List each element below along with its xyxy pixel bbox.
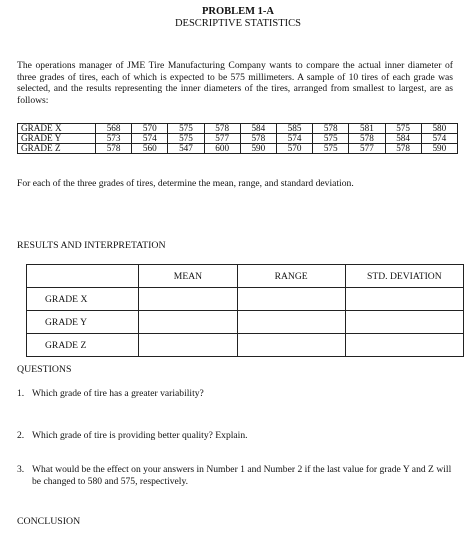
intro-paragraph: The operations manager of JME Tire Manufacturing Company wants to compare the actual inner diameter of three grades of tires, each of which is expected to be 575 millimeters. A sample of 10 tires of each grade was selected, and the results representing the inner diameters of the tires, arranged from smallest to largest, are as follows: [17,60,453,106]
grade-value-cell: 570 [276,144,312,154]
grade-value-cell: 575 [385,124,421,134]
results-row-grade-x [27,288,464,311]
results-row-grade-z [27,334,464,357]
results-header-row [27,265,464,288]
grade-label: GRADE X [18,124,96,134]
question-number: 3. [17,464,25,475]
mean-cell-z[interactable] [139,334,237,357]
std-cell-z[interactable] [345,334,463,357]
results-heading: RESULTS AND INTERPRETATION [17,240,166,251]
results-header-std: STD. DEVIATION [345,265,463,288]
grade-value-cell: 568 [96,124,132,134]
question-text: Which grade of tire is providing better quality? Explain. [32,430,248,441]
range-cell-y[interactable] [237,311,345,334]
problem-subtitle: DESCRIPTIVE STATISTICS [174,18,302,29]
range-cell-z[interactable] [237,334,345,357]
grade-value-cell: 575 [313,144,349,154]
results-row-grade-y [27,311,464,334]
grade-value-cell: 584 [240,124,276,134]
grade-value-cell: 578 [96,144,132,154]
grade-value-cell: 590 [240,144,276,154]
grade-value-cell: 578 [349,134,385,144]
results-header-range: RANGE [237,265,345,288]
results-table [26,264,464,357]
grade-value-cell: 578 [385,144,421,154]
question-number: 1. [17,388,25,399]
question-2 [17,430,457,442]
std-cell-y[interactable] [345,311,463,334]
results-header-mean: MEAN [139,265,237,288]
grade-value-cell: 575 [168,124,204,134]
grade-value-cell: 584 [385,134,421,144]
grade-value-cell: 585 [276,124,312,134]
grade-row-grade-x [18,124,458,134]
question-text: Which grade of tire has a greater variability? [32,388,204,399]
grade-value-cell: 574 [421,134,457,144]
grade-row-grade-z [18,144,458,154]
instruction-text: For each of the three grades of tires, determine the mean, range, and standard deviation. [17,178,354,189]
grade-value-cell: 560 [132,144,168,154]
question-number: 2. [17,430,25,441]
results-row-label: GRADE Y [27,311,139,334]
grade-value-cell: 575 [313,134,349,144]
range-cell-x[interactable] [237,288,345,311]
grade-value-cell: 578 [313,124,349,134]
question-text: What would be the effect on your answers in Number 1 and Number 2 if the last value for grade Y and Z will be changed to 580 and 575, respectively. [32,464,452,487]
std-cell-x[interactable] [345,288,463,311]
grade-value-cell: 573 [96,134,132,144]
question-1 [17,388,457,400]
conclusion-heading: CONCLUSION [17,516,81,527]
grade-value-cell: 574 [276,134,312,144]
grade-value-cell: 570 [132,124,168,134]
grade-value-cell: 578 [240,134,276,144]
grade-value-cell: 575 [168,134,204,144]
question-3 [17,464,457,488]
mean-cell-x[interactable] [139,288,237,311]
results-header-blank [27,265,139,288]
grade-label: GRADE Y [18,134,96,144]
grade-value-cell: 574 [132,134,168,144]
results-row-label: GRADE X [27,288,139,311]
grade-value-cell: 581 [349,124,385,134]
problem-title: PROBLEM 1-A [201,6,275,17]
results-row-label: GRADE Z [27,334,139,357]
mean-cell-y[interactable] [139,311,237,334]
grade-row-grade-y [18,134,458,144]
grade-value-cell: 577 [204,134,240,144]
grade-label: GRADE Z [18,144,96,154]
grade-value-cell: 547 [168,144,204,154]
grades-table [17,123,458,154]
grade-value-cell: 600 [204,144,240,154]
grade-value-cell: 577 [349,144,385,154]
questions-heading: QUESTIONS [17,364,72,375]
grade-value-cell: 578 [204,124,240,134]
grade-value-cell: 590 [421,144,457,154]
grade-value-cell: 580 [421,124,457,134]
